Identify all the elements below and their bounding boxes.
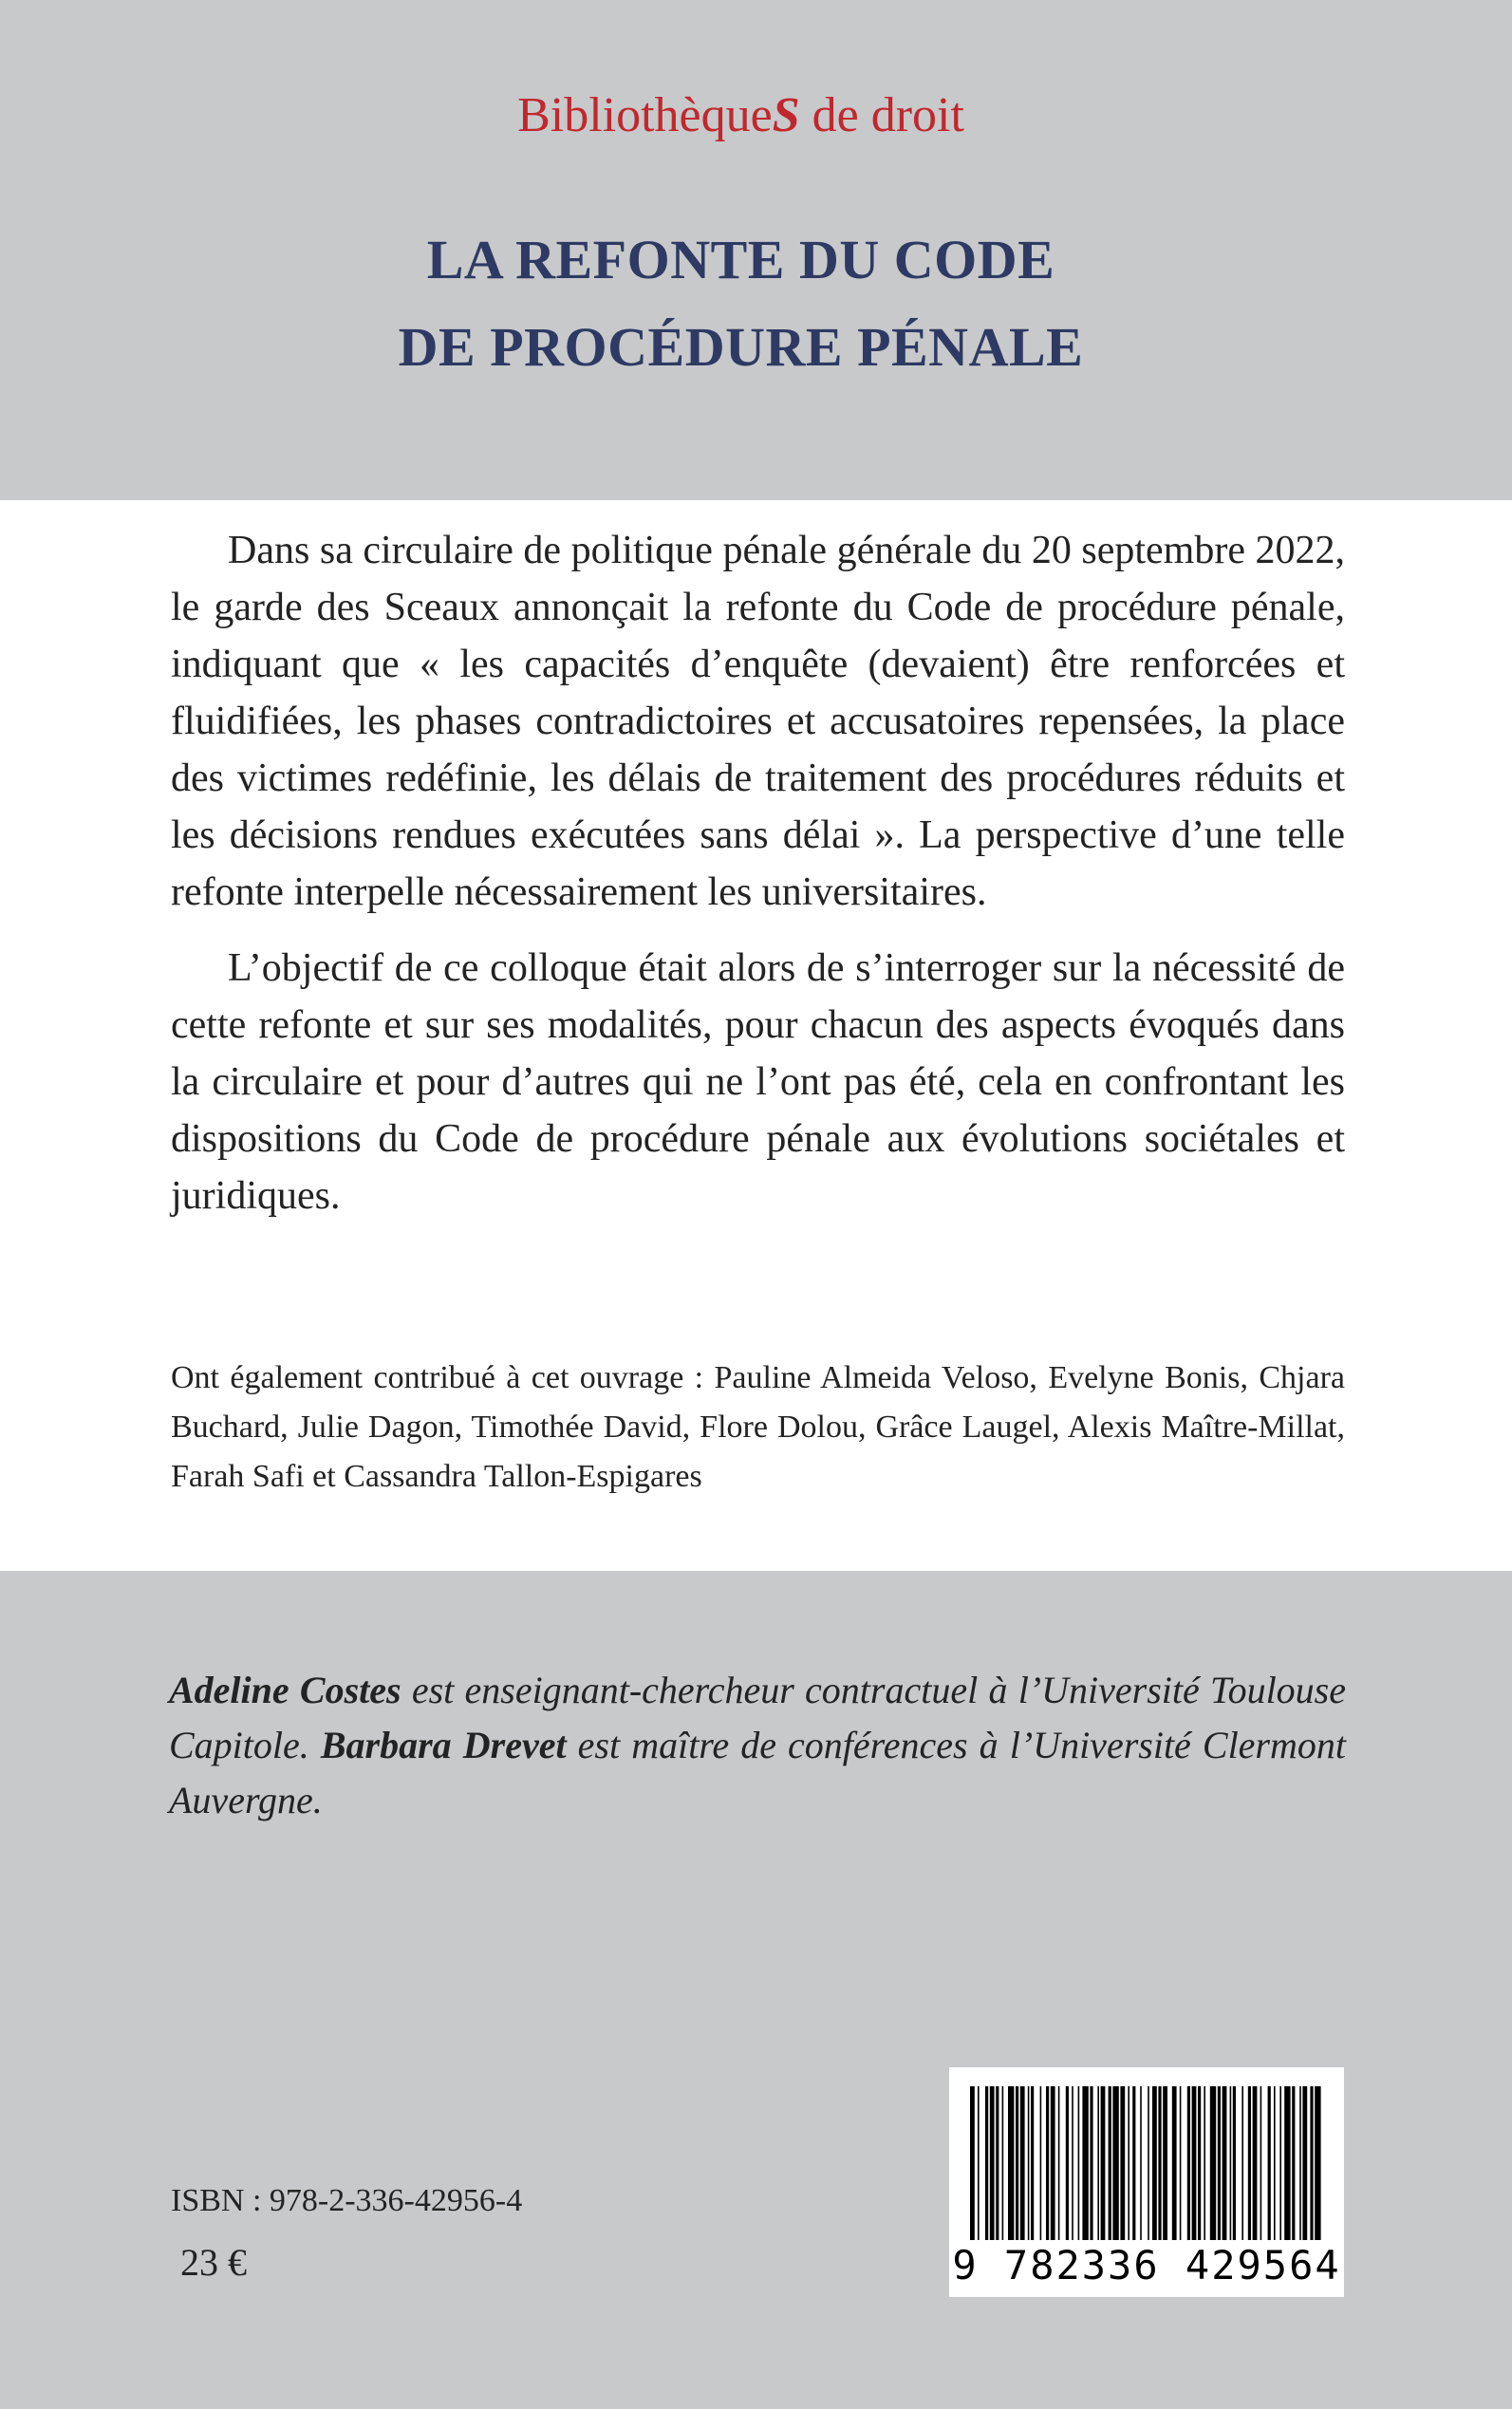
barcode-bar [1028, 2086, 1030, 2240]
author-1-name: Adeline Costes [169, 1669, 401, 1711]
barcode-bar [1020, 2086, 1025, 2240]
isbn-number: ISBN : 978-2-336-42956-4 [171, 2183, 523, 2218]
contributors-note: Ont également contribué à cet ouvrage : Pauline Almeida Veloso, Evelyne Bonis, Chjara Buchard, Julie Dagon, Timothée David, Flore Dolou, Grâce Laugel, Alexis Maître-Millat, Farah Safi et Cassandra Tallon-Espigares [171, 1360, 1345, 1494]
series-emphasis: S [772, 88, 800, 142]
barcode-bar [1016, 2086, 1018, 2240]
barcode-bar [1046, 2086, 1049, 2240]
authors-bio [169, 1663, 1346, 1828]
series-suffix: de droit [799, 88, 964, 142]
barcode-bar [1031, 2086, 1034, 2240]
barcode-bar [1097, 2086, 1099, 2240]
title-line-2: DE PROCÉDURE PÉNALE [398, 316, 1084, 378]
barcode-bar [1163, 2086, 1167, 2240]
barcode-bar [1223, 2086, 1227, 2240]
barcode [949, 2067, 1344, 2297]
barcode-bar [1279, 2086, 1281, 2240]
barcode-bar [1101, 2086, 1106, 2240]
barcode-bar [1274, 2086, 1276, 2240]
barcode-bar [1051, 2086, 1055, 2240]
series-prefix: Bibliothèque [517, 88, 773, 142]
author-2-text: est maître de conférences à l’Université Clermont Auvergne. [169, 1724, 1347, 1821]
barcode-bar [1292, 2086, 1295, 2240]
barcode-bar [1299, 2086, 1301, 2240]
title-line-1: LA REFONTE DU CODE [426, 229, 1055, 290]
barcode-bar [1310, 2086, 1313, 2240]
barcode-bar [1066, 2086, 1069, 2240]
author-1-text: est enseignant-chercheur contractuel à l’Université Toulouse Capitole. [169, 1669, 1347, 1766]
barcode-bar [1148, 2086, 1149, 2240]
barcode-bar [1315, 2086, 1320, 2240]
barcode-bar [1090, 2086, 1092, 2240]
summary-text [171, 522, 1345, 1224]
barcode-bar [1158, 2086, 1161, 2240]
summary-paragraph-2: L’objectif de ce colloque était alors de s’interroger sur la nécessité de cette refonte et sur ses modalités, pour chacun des aspects évoqués dans la circulaire et pour d’autres qui ne l’ont pas été, cela en confrontant les dispositions du Code de procédure pénale aux évolutions sociétales et juridiques. [171, 946, 1345, 1218]
barcode-bar [1268, 2086, 1271, 2240]
barcode-bar [1082, 2086, 1088, 2240]
barcode-bar [1128, 2086, 1129, 2240]
summary-paragraph-1: Dans sa circulaire de politique pénale générale du 20 septembre 2022, le garde des Sceaux annonçait la refonte du Code de procédure pénale, indiquant que « les capacités d’enquête (devaient) être renforcées et fluidifiées, les phases contradictoires et accusatoires repensées, la place des victimes redéfinie, les délais de traitement des procédures réduits et les décisions rendues exécutées sans délai ». La perspective d’une telle refonte interpelle nécessairement les universitaires. [171, 529, 1345, 914]
barcode-bar [1109, 2086, 1111, 2240]
barcode-bar [1210, 2086, 1216, 2240]
barcode-bars [968, 2086, 1325, 2240]
barcode-bar [1078, 2086, 1080, 2240]
barcode-bar [1198, 2086, 1201, 2240]
barcode-bar [1302, 2086, 1307, 2240]
barcode-bar [1253, 2086, 1258, 2240]
barcode-bar [1230, 2086, 1232, 2240]
book-title [0, 216, 1497, 391]
barcode-bar [1008, 2086, 1014, 2240]
barcode-bar [1218, 2086, 1221, 2240]
barcode-bar [1233, 2086, 1236, 2240]
barcode-bar [1072, 2086, 1073, 2240]
barcode-bar [1192, 2086, 1197, 2240]
barcode-bar [1204, 2086, 1205, 2240]
barcode-bar [996, 2086, 999, 2240]
barcode-bar [1002, 2086, 1004, 2240]
price: 23 € [180, 2241, 247, 2284]
barcode-bar [1248, 2086, 1251, 2240]
barcode-digits: 9 782336 429564 [952, 2242, 1341, 2288]
barcode-bar [970, 2086, 975, 2240]
barcode-bar [978, 2086, 980, 2240]
barcode-bar [1120, 2086, 1125, 2240]
barcode-bar [1058, 2086, 1060, 2240]
barcode-bar [1152, 2086, 1157, 2240]
barcode-bar [1132, 2086, 1135, 2240]
barcode-bar [1140, 2086, 1142, 2240]
barcode-bar [1040, 2086, 1042, 2240]
barcode-bar [1180, 2086, 1182, 2240]
barcode-bar [985, 2086, 988, 2240]
series-name [0, 87, 1497, 143]
author-2-name: Barbara Drevet [320, 1724, 567, 1766]
barcode-bar [1187, 2086, 1190, 2240]
barcode-bar [990, 2086, 995, 2240]
barcode-bar [1172, 2086, 1177, 2240]
barcode-bar [1284, 2086, 1290, 2240]
barcode-bar [1241, 2086, 1243, 2240]
barcode-bar [1112, 2086, 1118, 2240]
barcode-bar [1260, 2086, 1262, 2240]
